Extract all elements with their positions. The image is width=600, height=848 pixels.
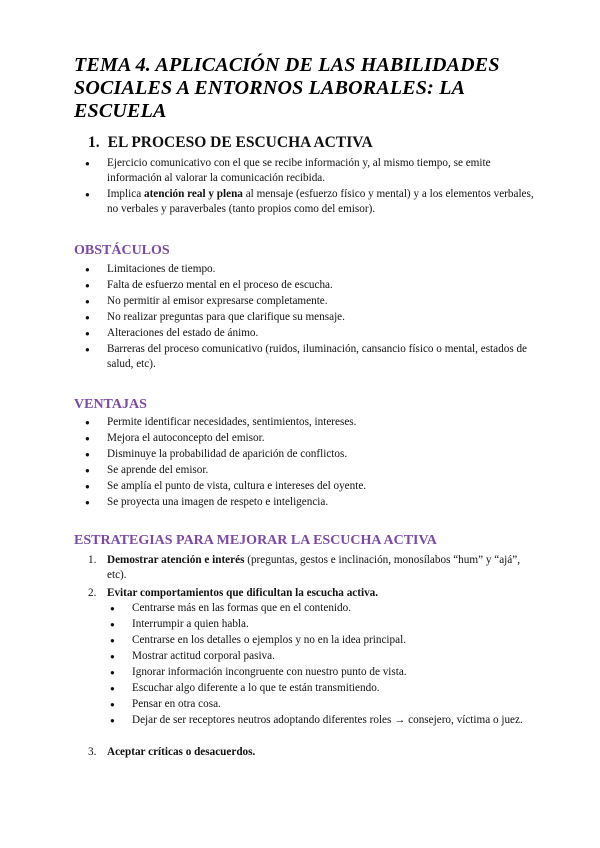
- list-item: ● Dejar de ser receptores neutros adoptando diferentes roles → consejero, víctima o juez.: [74, 713, 534, 728]
- list-item: ● Limitaciones de tiempo.: [74, 262, 534, 277]
- list-item: ● Ejercicio comunicativo con el que se recibe información y, al mismo tiempo, se emite información al valorar la comunicación recibida.: [74, 156, 534, 186]
- estrategias-list-cont: [74, 745, 534, 760]
- title-line-1: TEMA 4. APLICACIÓN DE LAS HABILIDADES: [74, 54, 500, 76]
- list-item: ● Implica atención real y plena al mensaje (esfuerzo físico y mental) y a los elementos verbales, no verbales y paraverbales (tanto propios como del emisor).: [74, 187, 534, 217]
- list-item: ● Disminuye la probabilidad de aparición de conflictos.: [74, 447, 534, 462]
- section-number: 1.: [88, 134, 100, 151]
- ventajas-list: [74, 415, 534, 511]
- list-item: ● Alteraciones del estado de ánimo.: [74, 326, 534, 341]
- estrategias-heading: ESTRATEGIAS PARA MEJORAR LA ESCUCHA ACTIVA: [74, 533, 437, 548]
- list-item: ● No realizar preguntas para que clarifique su mensaje.: [74, 310, 534, 325]
- obstaculos-heading: OBSTÁCULOS: [74, 243, 170, 258]
- list-item: ● Mejora el autoconcepto del emisor.: [74, 431, 534, 446]
- list-item: 3. Aceptar críticas o desacuerdos.: [88, 746, 256, 758]
- list-item: ● Ignorar información incongruente con nuestro punto de vista.: [74, 665, 534, 680]
- list-item: ● Centrarse más en las formas que en el contenido.: [74, 601, 534, 616]
- list-item: ● Se aprende del emisor.: [74, 463, 534, 478]
- list-item: ● Se proyecta una imagen de respeto e inteligencia.: [74, 495, 534, 510]
- list-item: ● Permite identificar necesidades, sentimientos, intereses.: [74, 415, 534, 430]
- comportamientos-sublist: [74, 601, 534, 729]
- list-item: ● No permitir al emisor expresarse completamente.: [74, 294, 534, 309]
- ventajas-heading: VENTAJAS: [74, 397, 147, 412]
- list-item: ● Interrumpir a quien habla.: [74, 617, 534, 632]
- list-item: ● Barreras del proceso comunicativo (ruidos, iluminación, cansancio físico o mental, estados de salud, etc).: [74, 342, 534, 372]
- list-item: ● Mostrar actitud corporal pasiva.: [74, 649, 534, 664]
- list-item: ● Se amplía el punto de vista, cultura e intereses del oyente.: [74, 479, 534, 494]
- list-item: ● Centrarse en los detalles o ejemplos y no en la idea principal.: [74, 633, 534, 648]
- list-item: 1. Demostrar atención e interés (preguntas, gestos e inclinación, monosílabos “hum” y “ajá”, etc).: [88, 554, 520, 581]
- page-title: [74, 54, 544, 123]
- title-line-3: ESCUELA: [74, 100, 167, 122]
- list-item: ● Escuchar algo diferente a lo que te están transmitiendo.: [74, 681, 534, 696]
- list-item: ● Pensar en otra cosa.: [74, 697, 534, 712]
- title-line-2: SOCIALES A ENTORNOS LABORALES: LA: [74, 77, 466, 99]
- list-item: 2. Evitar comportamientos que dificultan la escucha activa.: [88, 587, 379, 599]
- escucha-activa-list: [74, 156, 534, 218]
- estrategias-list: [74, 553, 534, 601]
- section-heading-text: EL PROCESO DE ESCUCHA ACTIVA: [107, 134, 373, 151]
- section-heading-escucha-activa: [88, 134, 373, 152]
- obstaculos-list: [74, 262, 534, 373]
- list-item: ● Falta de esfuerzo mental en el proceso de escucha.: [74, 278, 534, 293]
